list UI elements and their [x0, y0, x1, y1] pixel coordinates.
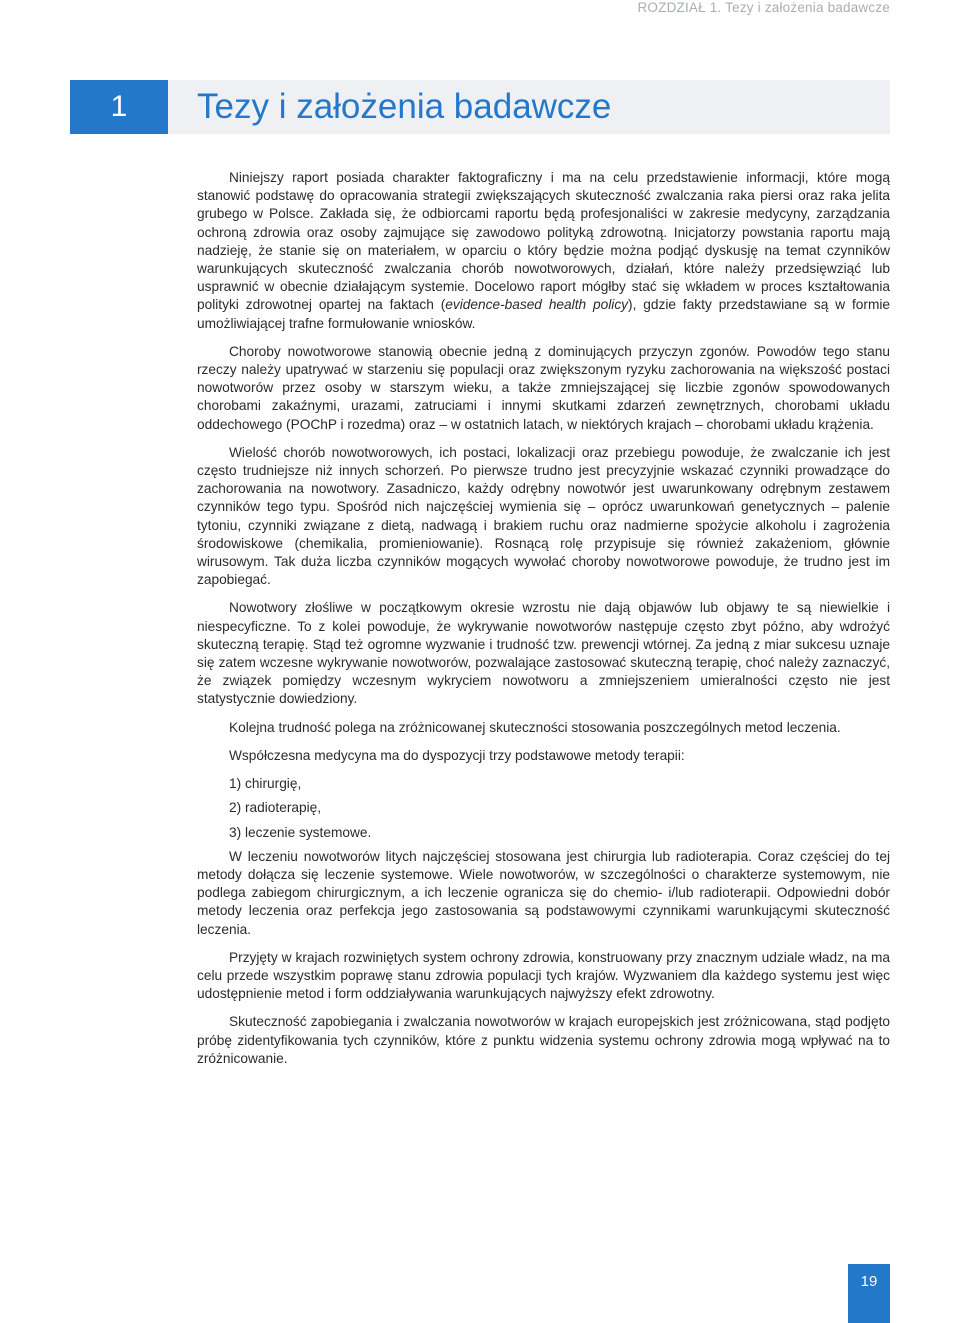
chapter-title: Tezy i założenia badawcze: [197, 87, 612, 126]
paragraph-3: Wielość chorób nowotworowych, ich postaci, lokalizacji oraz przebiegu powoduje, że zwalczanie ich jest często trudniejsze niż innych schorzeń. Po pierwsze trudno jest precyzyjnie wskazać czynniki prowadzące do zachorowania na nowotwory. Zasadniczo, każdy odrębny nowotwór jest uwarunkowany odrębnym zestawem czynników tego typu. Spośród nich najczęściej wymienia się – oprócz uwarunkowań genetycznych – palenie tytoniu, czynniki związane z dietą, nadwagą i brakiem ruchu oraz nadmierne spożycie alkoholu i zagrożenia środowiskowe (chemikalia, promieniowanie). Rosnącą rolę przypisuje się również zakażeniom, głównie wirusowym. Tak duża liczba czynników mogących wywołać choroby nowotworowe powoduje, że trudno jest im zapobiegać.: [197, 444, 890, 588]
list-item: 3) leczenie systemowe.: [229, 824, 372, 840]
chapter-number: 1: [70, 80, 168, 134]
list-item: 2) radioterapię,: [229, 800, 322, 816]
list-item: 1) chirurgię,: [229, 776, 302, 792]
paragraph-1: Niniejszy raport posiada charakter faktograficzny i ma na celu przedstawienie informacji, które mogą stanowić podstawę do opracowania strategii zwiększających skuteczność zwalczania raka piersi oraz raka jelita grubego w Polsce. Zakłada się, że odbiorcami raportu będą profesjonaliści w zakresie medycyny, zarządzania ochroną zdrowia oraz osoby zajmujące się zawodowo polityką zdrowotną. Inicjatorzy powstania raportu mają nadzieję, że stanie się on materiałem, w oparciu o który będzie można podjąć dyskusję na temat czynników warunkujących skuteczność zwalczania chorób nowotworowych, działań, które należy przedsięwziąć lub usprawnić w obecnie działającym systemie. Docelowo raport mógłby stać się wkładem w proces kształtowania polityki zdrowotnej opartej na faktach (evidence-based health policy), gdzie fakty przedstawiane są w formie umożliwiającej trafne formułowanie wniosków.: [197, 170, 891, 331]
paragraph-5: Kolejna trudność polega na zróżnicowanej skuteczności stosowania poszczególnych metod leczenia.: [229, 719, 841, 735]
paragraph-6: Współczesna medycyna ma do dyspozycji trzy podstawowe metody terapii:: [229, 747, 685, 763]
italic-term: evidence-based health policy: [445, 297, 629, 313]
paragraph-7: W leczeniu nowotworów litych najczęściej stosowana jest chirurgia lub radioterapia. Coraz częściej do tej metody dołącza się leczenie systemowe. Wiele nowotworów, w szczególności o charakterze systemowym, nie podlega zabiegom chirurgicznym, a ich leczenie ogranicza się do chemio- i/lub radioterapii. Odpowiedni dobór metody leczenia oraz perfekcja jego zastosowania są podstawowymi czynnikami warunkującymi skuteczność leczenia.: [197, 848, 890, 937]
paragraph-2: Choroby nowotworowe stanowią obecnie jedną z dominujących przyczyn zgonów. Powodów tego stanu rzeczy należy upatrywać w starzeniu się populacji oraz zwiększonym ryzyku zachorowania na większość postaci nowotworów przez osoby w starszym wieku, a także zmniejszającej się liczbie zgonów spowodowanych chorobami zakaźnymi, urazami, zatruciami i innymi skutkami zdarzeń zewnętrznych, chorobami układu oddechowego (POChP i rozedma) oraz – w ostatnich latach, w niektórych krajach – chorobami układu krążenia.: [197, 343, 890, 432]
body-text: [197, 169, 890, 1078]
page-number: 19: [848, 1264, 890, 1323]
paragraph-9: Skuteczność zapobiegania i zwalczania nowotworów w krajach europejskich jest zróżnicowana, stąd podjęto próbę zidentyfikowania tych czynników, które z punktu widzenia systemu ochrony zdrowia mogą wpływać na to zróżnicowanie.: [197, 1014, 890, 1066]
paragraph-8: Przyjęty w krajach rozwiniętych system ochrony zdrowia, konstruowany przy znacznym udziale władz, na ma celu przede wszystkim poprawę stanu zdrowia populacji tych krajów. Wyzwaniem dla każdego systemu jest więc udostępnienie metod i form oddziaływania warunkujących najwyższy efekt zdrowotny.: [197, 949, 890, 1002]
paragraph-4: Nowotwory złośliwe w początkowym okresie wzrostu nie dają objawów lub objawy te są niewielkie i niespecyficzne. To z kolei powoduje, że wykrywanie nowotworów następuje często zbyt późno, aby wdrożyć skuteczną terapię. Stąd też ogromne wyzwanie i trudność tzw. prewencji wtórnej. Za jedną z miar sukcesu uznaje się zatem wczesne wykrywanie nowotworów, pozwalające zastosować skuteczną terapię, choć należy zaznaczyć, że związek pomiędzy wczesnym wykryciem nowotworu a zmniejszeniem umieralności często nie jest statystycznie dowiedziony.: [197, 600, 890, 707]
running-header: ROZDZIAŁ 1. Tezy i założenia badawcze: [637, 0, 890, 15]
